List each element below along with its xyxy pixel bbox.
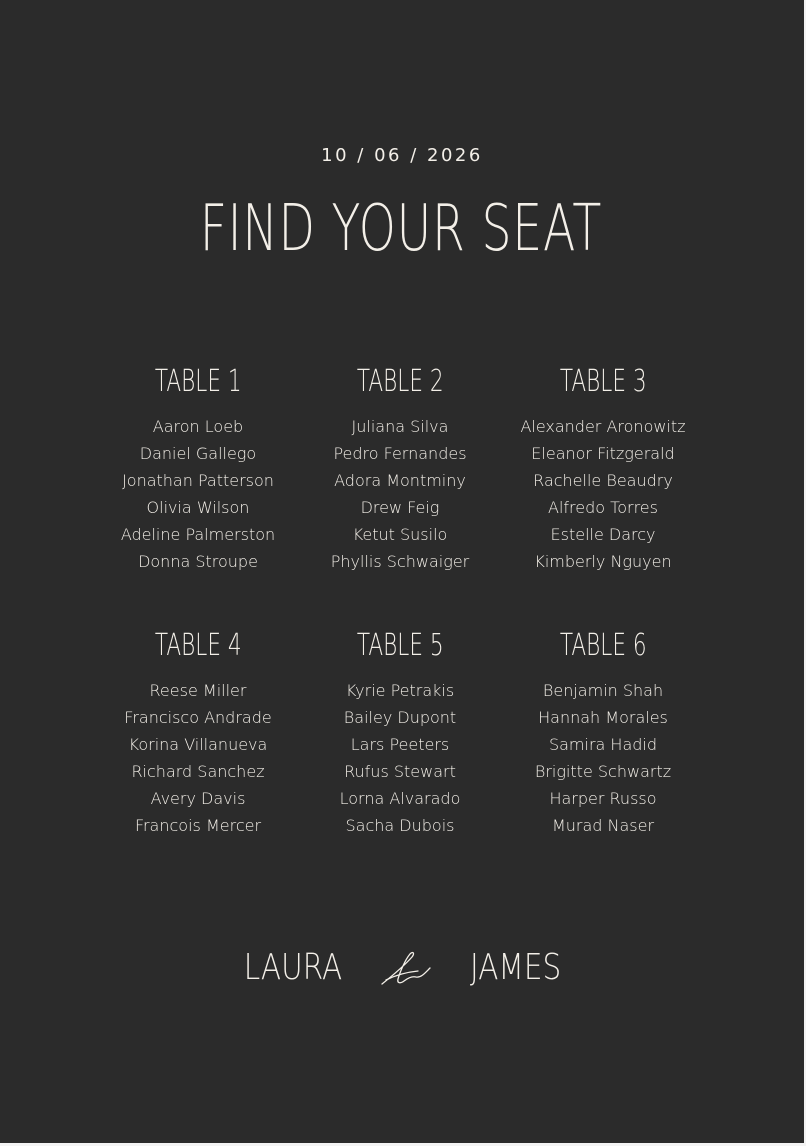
guest-name: Hannah Morales <box>538 708 668 727</box>
guest-name: Donna Stroupe <box>138 552 258 571</box>
guest-name: Drew Feig <box>360 498 440 517</box>
table-card-4 <box>83 630 313 839</box>
guest-name: Sacha Dubois <box>345 816 455 835</box>
guest-name: Samira Hadid <box>548 735 658 754</box>
guest-name: Bailey Dupont <box>343 708 457 727</box>
partner-name-second: JAMES <box>469 947 562 988</box>
guest-name: Rachelle Beaudry <box>533 471 673 490</box>
table-card-3 <box>488 366 718 575</box>
table-card-6 <box>488 630 718 839</box>
guest-name: Lars Peeters <box>350 735 450 754</box>
guest-name: Alfredo Torres <box>548 498 658 517</box>
guest-name: Adora Montminy <box>334 471 466 490</box>
guest-list <box>83 413 313 575</box>
guest-list <box>488 677 718 839</box>
guest-name: Francisco Andrade <box>124 708 272 727</box>
partner-name-first: LAURA <box>243 947 343 988</box>
guest-name: Ketut Susilo <box>352 525 448 544</box>
guest-name: Jonathan Patterson <box>122 471 274 490</box>
page-title <box>0 183 802 275</box>
table-card-1 <box>83 366 313 575</box>
guest-name: Daniel Gallego <box>139 444 257 463</box>
table-title: TABLE 2 <box>356 364 444 399</box>
table-title: TABLE 4 <box>154 628 242 663</box>
guest-name: Brigitte Schwartz <box>534 762 672 781</box>
guest-list <box>488 413 718 575</box>
script-ampersand-icon <box>378 946 434 990</box>
guest-name: Olivia Wilson <box>146 498 250 517</box>
guest-name: Lorna Alvarado <box>339 789 461 808</box>
guest-list <box>285 677 515 839</box>
table-card-5 <box>285 630 515 839</box>
guest-name: Harper Russo <box>549 789 657 808</box>
guest-name: Estelle Darcy <box>550 525 656 544</box>
guest-name: Kyrie Petrakis <box>345 681 455 700</box>
event-date: 10 / 06 / 2026 <box>321 145 483 166</box>
guest-name: Adeline Palmerston <box>120 525 276 544</box>
guest-list <box>285 413 515 575</box>
guest-name: Alexander Aronowitz <box>520 417 686 436</box>
table-title: TABLE 3 <box>559 364 647 399</box>
guest-name: Rufus Stewart <box>344 762 456 781</box>
guest-name: Francois Mercer <box>134 816 262 835</box>
guest-name: Phyllis Schwaiger <box>330 552 470 571</box>
page-title-text: FIND YOUR SEAT <box>199 192 603 266</box>
guest-name: Reese Miller <box>149 681 247 700</box>
guest-list <box>83 677 313 839</box>
table-title: TABLE 5 <box>356 628 444 663</box>
guest-name: Korina Villanueva <box>128 735 268 754</box>
guest-name: Kimberly Nguyen <box>534 552 672 571</box>
table-title: TABLE 1 <box>154 364 242 399</box>
guest-name: Juliana Silva <box>351 417 449 436</box>
guest-name: Aaron Loeb <box>152 417 244 436</box>
guest-name: Richard Sanchez <box>131 762 265 781</box>
guest-name: Murad Naser <box>551 816 655 835</box>
guest-name: Eleanor Fitzgerald <box>531 444 675 463</box>
couple-names <box>0 944 804 992</box>
table-card-2 <box>285 366 515 575</box>
guest-name: Benjamin Shah <box>542 681 664 700</box>
table-title: TABLE 6 <box>559 628 647 663</box>
guest-name: Avery Davis <box>150 789 246 808</box>
guest-name: Pedro Fernandes <box>333 444 467 463</box>
